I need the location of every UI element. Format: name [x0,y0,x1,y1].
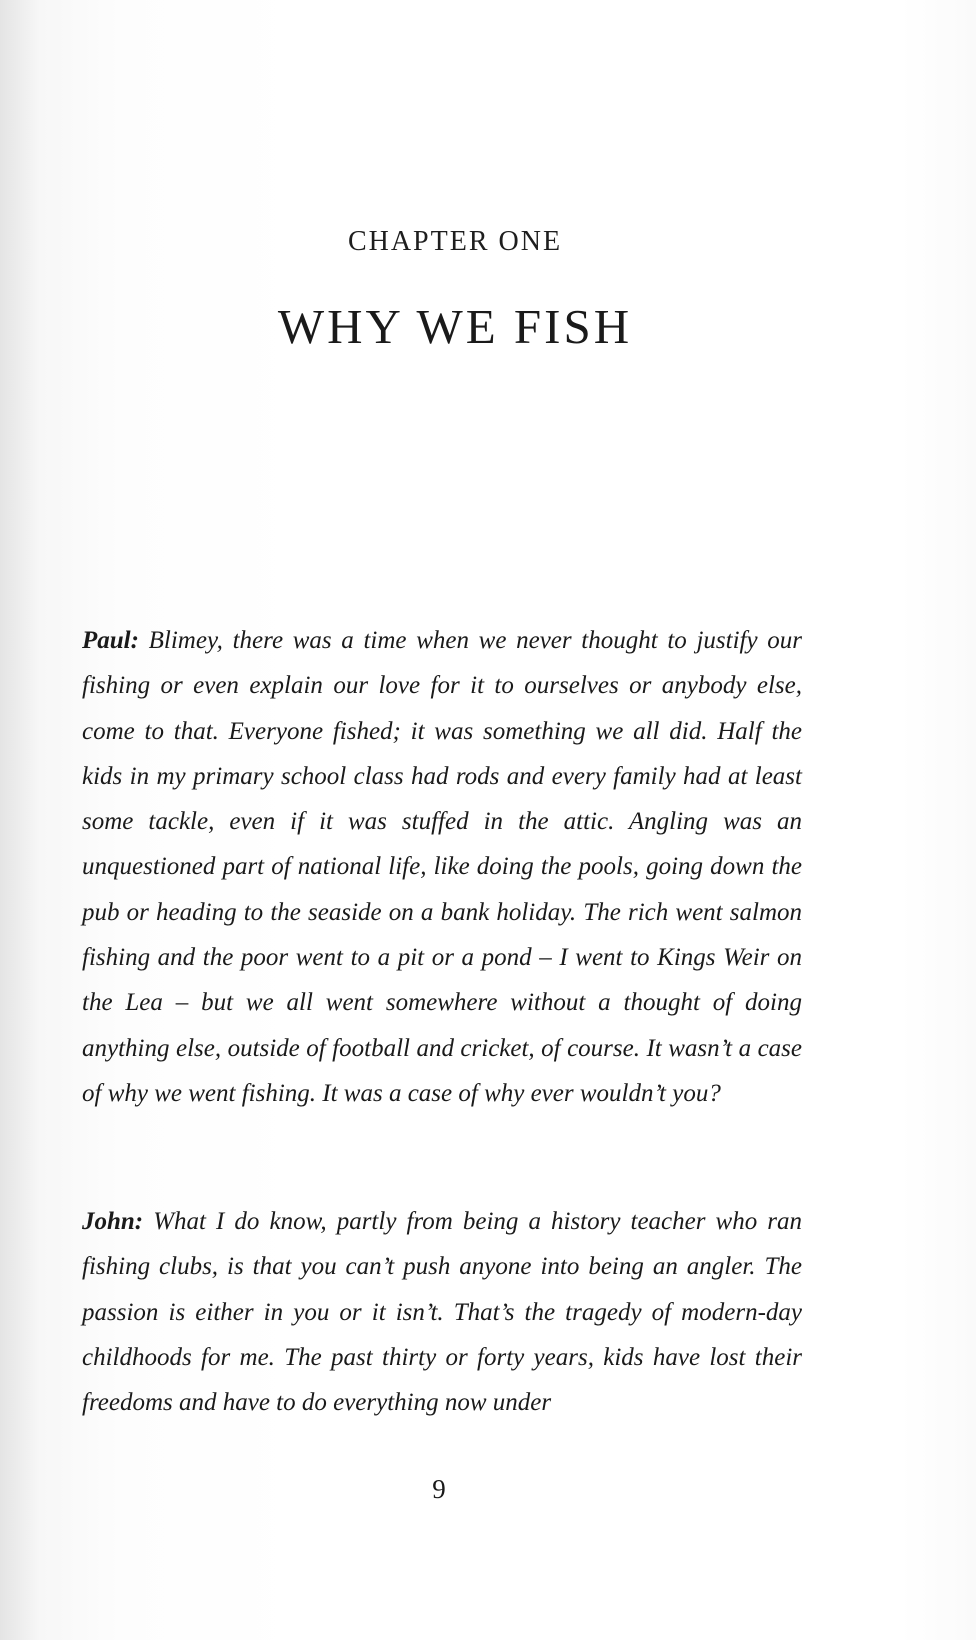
paragraph-john [82,1199,802,1425]
page-number: 9 [432,1474,446,1504]
chapter-title: WHY WE FISH [277,299,633,354]
speaker-john: John: [82,1208,144,1235]
paragraph-text-john: What I do know, partly from being a history teacher who ran fishing clubs, is that you can’t push anyone into being an angler. The passion is either in you or it isn’t. That’s the tragedy of modern-day childhoods for me. The past thirty or forty years, kids have lost their freedoms and have to do everything now under [82,1208,802,1417]
paragraph-text-paul: Blimey, there was a time when we never thought to justify our fishing or even explain our love for it to ourselves or anybody else, come to that. Everyone fished; it was something we all did. Half the kids in my primary school class had rods and every family had at least some tackle, even if it was stuffed in the attic. Angling was an unquestioned part of national life, like doing the pools, going down the pub or heading to the seaside on a bank holiday. The rich went salmon fishing and the poor went to a pit or a pond – I went to Kings Weir on the Lea – but we all went somewhere without a thought of doing anything else, outside of football and cricket, of course. It wasn’t a case of why we went fishing. It was a case of why ever wouldn’t you? [82,627,803,1107]
chapter-label: CHAPTER ONE [347,226,563,257]
speaker-paul: Paul: [82,627,139,654]
paragraph-paul [82,618,802,1116]
